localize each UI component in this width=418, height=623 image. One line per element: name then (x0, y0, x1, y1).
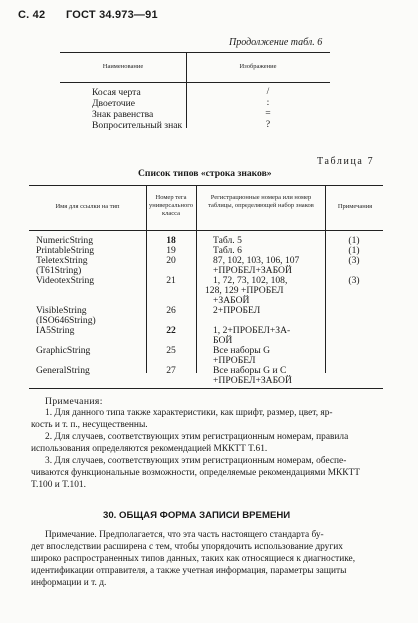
table7-row-tag: 18 (166, 235, 176, 246)
table7-row-name: (ISO646String) (36, 315, 96, 326)
table7-row-tag: 27 (166, 365, 176, 376)
table7-row-reg: +ЗАБОЙ (213, 295, 250, 306)
table7-header-tag: Номер тега универсального класса (149, 194, 193, 217)
table6-header-name: Наименование (102, 63, 144, 70)
table6-header-image: Изображение (239, 63, 277, 70)
standard-code: ГОСТ 34.973—91 (66, 9, 158, 21)
table7-row-reg: 1, 72, 73, 102, 108, (213, 275, 288, 286)
table7-row-reg: +ПРОБЕЛ (213, 355, 256, 366)
table7-row-reg: +ПРОБЕЛ+ЗАБОЙ (213, 375, 292, 386)
table6-row-image: : (266, 97, 270, 108)
table7-row-tag: 19 (166, 245, 176, 256)
table7-header-reg: Регистрационные номера или номер таблицы, определяющей набор знаков (208, 194, 314, 209)
table7-row-name: VisibleString (36, 305, 87, 316)
table7-row-reg: 128, 129 +ПРОБЕЛ (205, 285, 284, 296)
section-para-line: идентификации отправителя, а также учетная информация, параметры защиты (31, 566, 347, 576)
table7-row-name: GeneralString (36, 365, 90, 376)
table7-header-name: Имя для ссылки на тип (55, 203, 120, 210)
section-para-line: дет впоследствии расширена с тем, чтобы упорядочить использование других (31, 542, 343, 552)
table7-row-name: IA5String (36, 325, 75, 336)
table7-title: Список типов «строка знаков» (138, 168, 272, 179)
table7-row-tag: 25 (166, 345, 176, 356)
note-1-line: кость и т. п., несущественны. (31, 420, 148, 430)
table7-row-name: VideotexString (36, 275, 95, 286)
table7-row-reg: 1, 2+ПРОБЕЛ+ЗА- (213, 325, 291, 336)
table7-row-note: (3) (348, 255, 360, 266)
table7-row-name: NumericString (36, 235, 94, 246)
table6-row-name: Вопросительный знак (92, 120, 183, 131)
table6-row-image: = (265, 108, 271, 119)
table7-row-name: PrintableString (36, 245, 95, 256)
section-title: 30. ОБЩАЯ ФОРМА ЗАПИСИ ВРЕМЕНИ (103, 510, 291, 521)
table7-row-reg: Табл. 5 (213, 235, 242, 246)
table6-row-name: Косая черта (92, 87, 141, 98)
table7-header-notes: Примечания (337, 203, 373, 210)
table7-row-tag: 21 (166, 275, 176, 286)
table7-row-reg: БОЙ (213, 335, 233, 346)
table7-row-reg: +ПРОБЕЛ+ЗАБОЙ (213, 265, 292, 276)
table7-row-name: (T61String) (36, 265, 82, 276)
table7-label: Таблица 7 (317, 156, 375, 167)
notes-title: Примечания: (45, 396, 103, 407)
table7-row-tag: 22 (166, 325, 176, 336)
table6-row-image: / (266, 86, 270, 97)
table7-row-reg: 2+ПРОБЕЛ (213, 305, 261, 316)
table7-row-tag: 20 (166, 255, 176, 266)
table6-row-name: Двоеточие (92, 98, 136, 109)
table7-row-name: TeletexString (36, 255, 88, 266)
table6-row-image: ? (265, 119, 271, 130)
note-3-line: чиваются функциональные возможности, определяемые рекомендациями МККТТ (31, 468, 361, 478)
note-1-line: 1. Для данного типа также характеристики, как шрифт, размер, цвет, яр- (45, 408, 333, 418)
table7-row-tag: 26 (166, 305, 176, 316)
section-para-line: широко распространенных типов данных, таких как относящиеся к диагностике, (31, 554, 356, 564)
note-2-line: 2. Для случаев, соответствующих этим регистрационным номерам, правила (45, 432, 349, 442)
table7-row-reg: Все наборы G и C (213, 365, 287, 376)
section-para-line: Примечание. Предполагается, что эта часть настоящего стандарта бу- (45, 530, 324, 540)
note-3-line: 3. Для случаев, соответствующих этим регистрационным номерам, обеспе- (45, 456, 347, 466)
table6-row-name: Знак равенства (92, 109, 154, 120)
table6-continuation: Продолжение табл. 6 (229, 37, 323, 48)
table7-row-note: (1) (348, 235, 360, 246)
table7-row-name: GraphicString (36, 345, 91, 356)
table7-row-note: (3) (348, 275, 360, 286)
note-2-line: использования определяются рекомендацией МККТТ T.61. (31, 444, 268, 454)
note-3-line: T.100 и T.101. (31, 480, 86, 490)
table7-row-note: (1) (348, 245, 360, 256)
page-number: С. 42 (18, 9, 46, 21)
table7-row-reg: 87, 102, 103, 106, 107 (213, 255, 300, 266)
table7-row-reg: Табл. 6 (213, 245, 242, 256)
table7-row-reg: Все наборы G (213, 345, 271, 356)
section-para-line: информации и т. д. (31, 578, 107, 588)
